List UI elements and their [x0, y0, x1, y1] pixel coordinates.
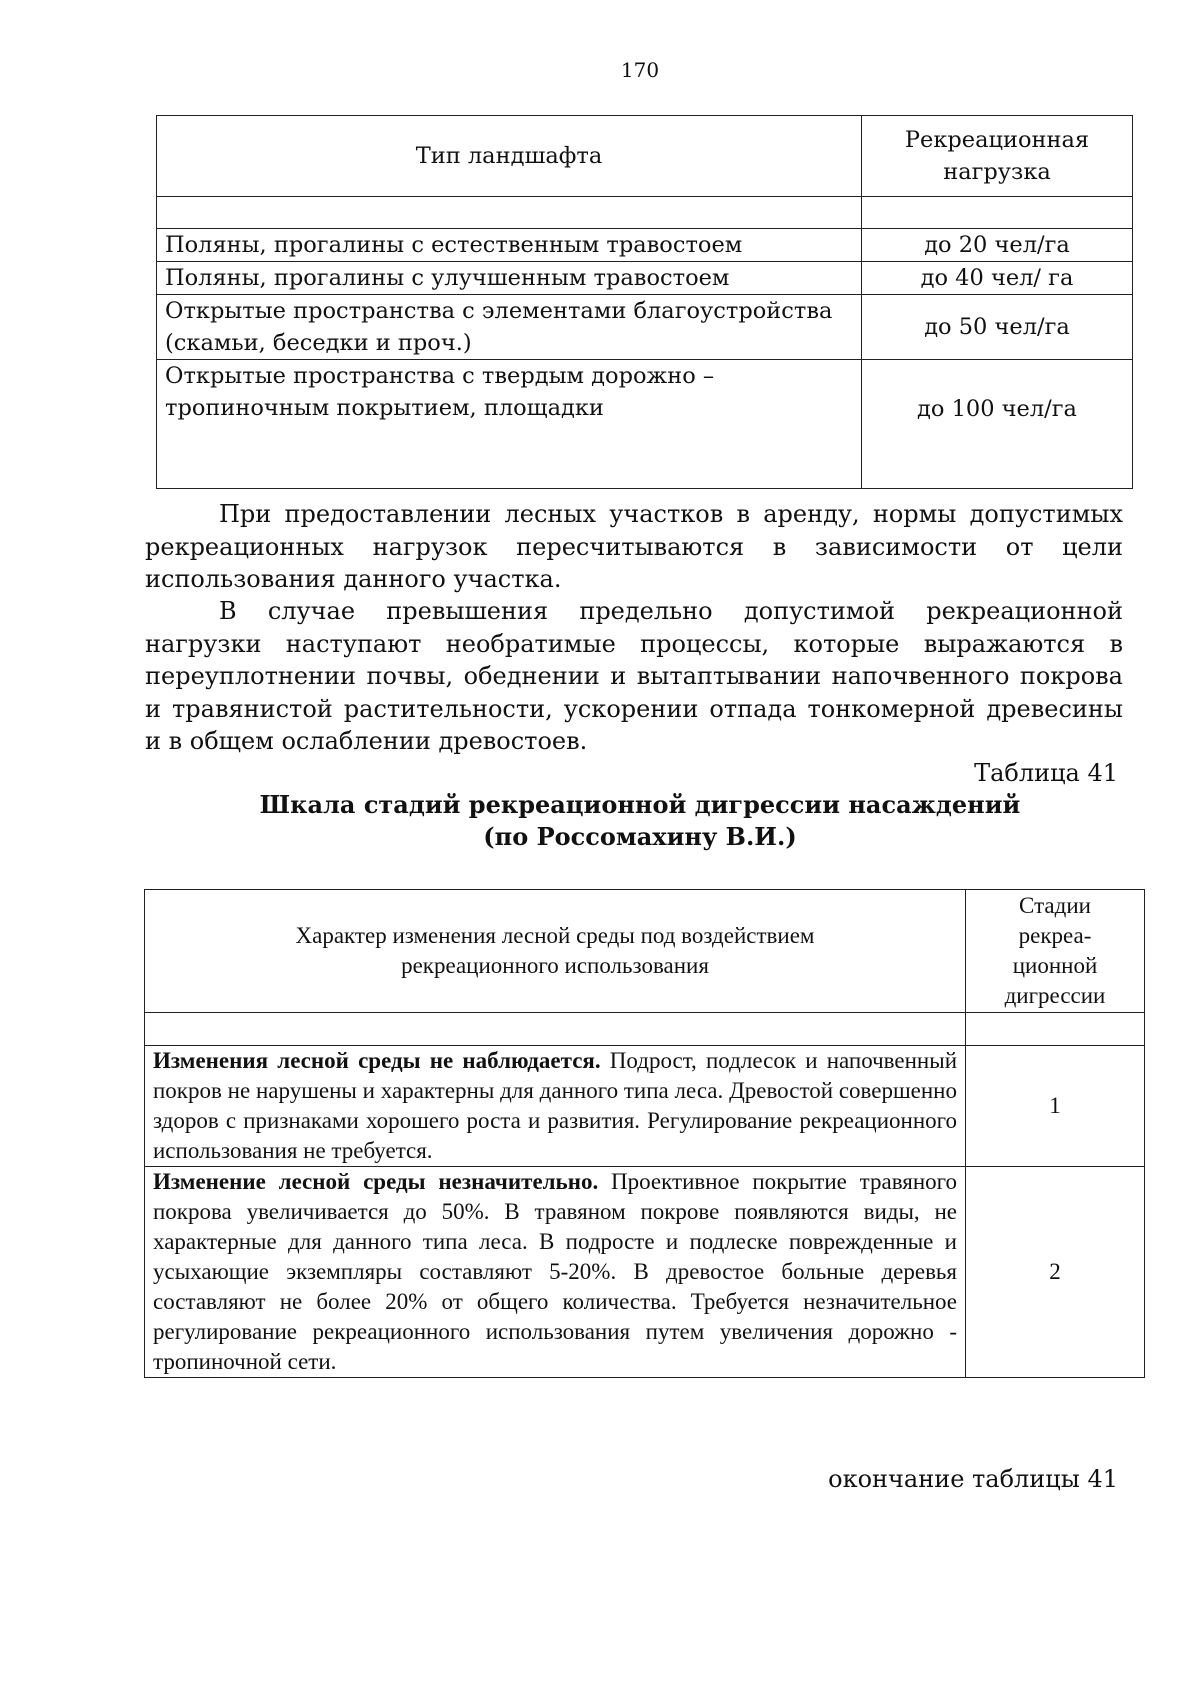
table-row — [157, 295, 1133, 360]
landscape-type-cell: Открытые пространства с элементами благоустройства (скамьи, беседки и проч.) — [157, 295, 862, 360]
table-header-row — [157, 116, 1133, 197]
load-cell: до 40 чел/ га — [862, 262, 1133, 295]
load-cell: до 100 чел/га — [862, 360, 1133, 489]
paragraph-text: В случае превышения предельно допустимой рекреационной нагрузки наступают необратимые процессы, которые выражаются в переуплотнении почвы, обеднении и вытаптывании напочвенного покрова и травянистой растительности, ускорении отпада тонкомерной древесины и в общем ослаблении древостоев. — [145, 597, 1123, 755]
table-row — [157, 262, 1133, 295]
table-row — [157, 229, 1133, 262]
header-landscape-type: Тип ландшафта — [157, 116, 862, 197]
table-row — [157, 360, 1133, 489]
header-recreational-load: Рекреационная нагрузка — [862, 116, 1133, 197]
table-title — [150, 789, 1130, 853]
description-text: Проективное покрытие травяного покрова увеличивается до 50%. В травяном покрове появляются виды, не характерные для данного типа леса. В подросте и подлеске поврежденные и усыхающие экземпляры составляют 5-20%. В древостое больные деревья составляют не более 20% от общего количества. Требуется незначительное регулирование рекреационного использования путем увеличения дорожно - тропиночной сети. — [153, 1169, 958, 1374]
table-row — [145, 1046, 1145, 1167]
stage-cell: 2 — [966, 1167, 1145, 1378]
table-title-line: (по Россомахину В.И.) — [483, 822, 797, 851]
description-lead: Изменения лесной среды не наблюдается. — [153, 1048, 601, 1073]
paragraph — [145, 498, 1123, 596]
empty-row — [157, 197, 1133, 229]
description-lead: Изменение лесной среды незначительно. — [153, 1169, 599, 1194]
paragraph-text: При предоставлении лесных участков в аренду, нормы допустимых рекреационных нагрузок пересчитываются в зависимости от цели использования данного участка. — [145, 500, 1123, 593]
table-row — [145, 1167, 1145, 1378]
continuation-label: окончание таблицы 41 — [828, 1465, 1118, 1493]
landscape-type-cell: Поляны, прогалины с естественным травостоем — [157, 229, 862, 262]
load-cell: до 20 чел/га — [862, 229, 1133, 262]
description-cell — [145, 1167, 966, 1378]
empty-row — [145, 1013, 1145, 1046]
header-environment-change: Характер изменения лесной среды под воздействием рекреационного использования — [145, 890, 966, 1013]
landscape-type-cell: Поляны, прогалины с улучшенным травостоем — [157, 262, 862, 295]
header-digression-stage: Стадии рекреа- ционной дигрессии — [966, 890, 1145, 1013]
digression-stages-table — [144, 889, 1145, 1378]
description-text: Подрост, подлесок и напочвенный покров не нарушены и характерны для данного типа леса. Древостой совершенно здоров с признаками хорошего роста и развития. Регулирование рекреационного использования не требуется. — [153, 1048, 957, 1163]
load-cell: до 50 чел/га — [862, 295, 1133, 360]
paragraph — [145, 595, 1123, 758]
description-cell — [145, 1046, 966, 1167]
recreational-load-table — [156, 115, 1133, 489]
page-number: 170 — [620, 58, 660, 82]
table-title-line: Шкала стадий рекреационной дигрессии насаждений — [259, 790, 1021, 819]
landscape-type-cell: Открытые пространства с твердым дорожно – тропиночным покрытием, площадки — [157, 360, 862, 489]
table-caption: Таблица 41 — [974, 759, 1118, 787]
table-header-row — [145, 890, 1145, 1013]
stage-cell: 1 — [966, 1046, 1145, 1167]
